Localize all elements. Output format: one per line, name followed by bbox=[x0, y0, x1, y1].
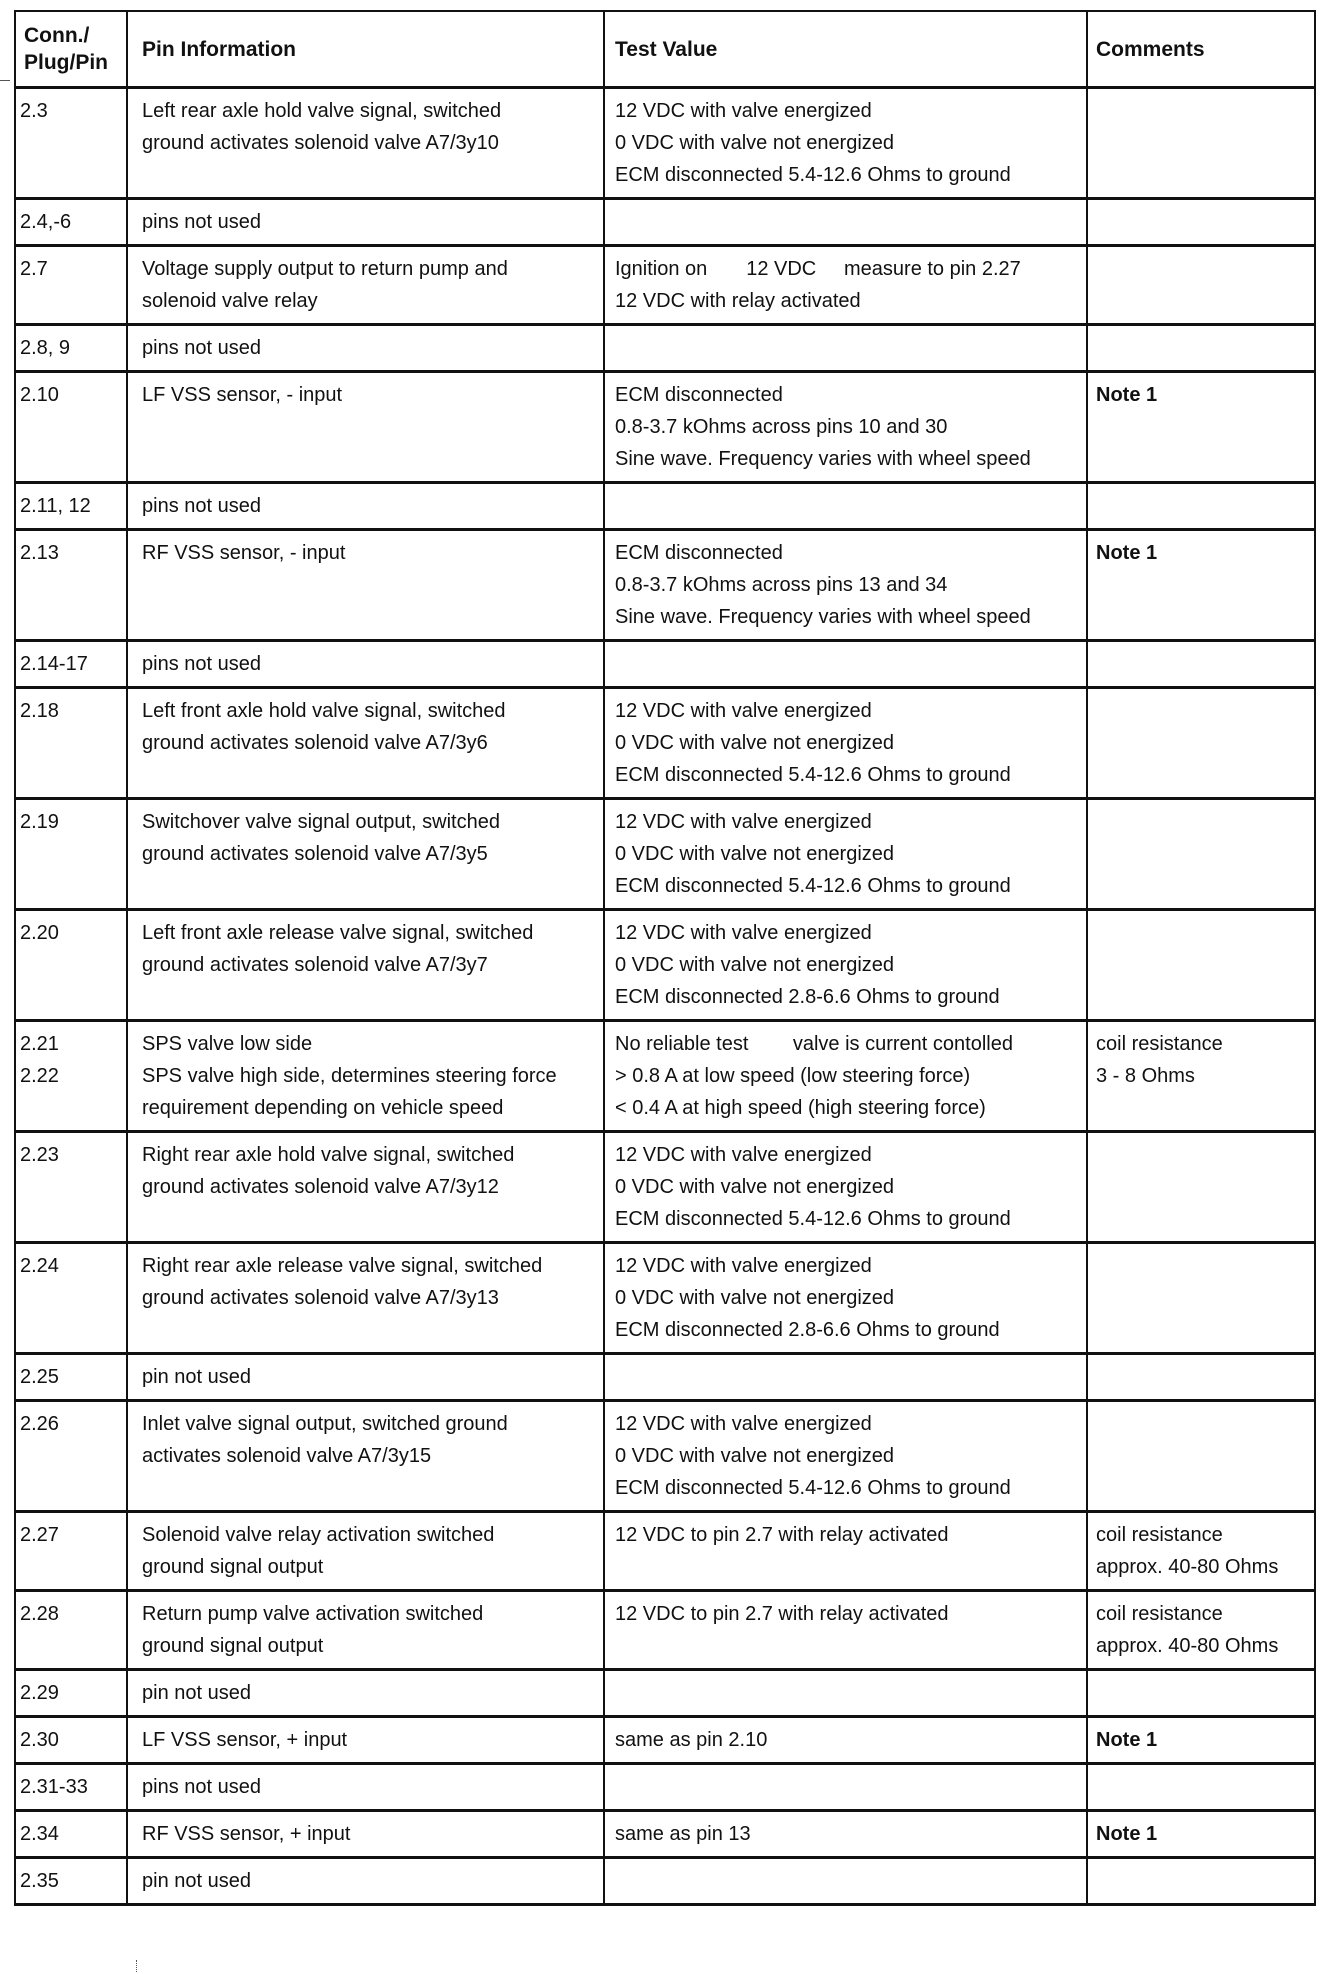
test-value-cell bbox=[604, 1132, 1087, 1243]
table-row bbox=[15, 1717, 1315, 1764]
pin-info-cell bbox=[127, 1132, 604, 1243]
pin-info-line: pins not used bbox=[142, 211, 261, 233]
pin-cell bbox=[15, 1670, 127, 1717]
table-row bbox=[15, 1811, 1315, 1858]
pin-info-cell bbox=[127, 641, 604, 688]
comments-cell bbox=[1087, 1811, 1315, 1858]
pin-cell bbox=[15, 910, 127, 1021]
pin-info-cell bbox=[127, 1717, 604, 1764]
test-value-line: 12 VDC with relay activated bbox=[615, 290, 861, 312]
test-value-line: 12 VDC to pin 2.7 with relay activated bbox=[615, 1603, 949, 1625]
test-value-line: 0 VDC with valve not energized bbox=[615, 954, 895, 976]
pin-info-cell bbox=[127, 372, 604, 483]
pin-cell bbox=[15, 530, 127, 641]
pin-info-cell bbox=[127, 199, 604, 246]
pin-cell bbox=[15, 1021, 127, 1132]
test-value-line: 0 VDC with valve not energized bbox=[615, 1287, 895, 1309]
pin-info-line: ground activates solenoid valve A7/3y7 bbox=[142, 954, 488, 976]
test-value-line: same as pin 13 bbox=[615, 1823, 751, 1845]
test-value-cell bbox=[604, 325, 1087, 372]
test-value-line: ECM disconnected 5.4-12.6 Ohms to ground bbox=[615, 1208, 1011, 1230]
pin-info-cell bbox=[127, 325, 604, 372]
pin-info-line: pin not used bbox=[142, 1366, 251, 1388]
pin-info-cell bbox=[127, 799, 604, 910]
comments-cell bbox=[1087, 1591, 1315, 1670]
pin-info-line: Switchover valve signal output, switched bbox=[142, 811, 500, 833]
pin-cell bbox=[15, 246, 127, 325]
comments-cell bbox=[1087, 530, 1315, 641]
header-comments: Comments bbox=[1087, 11, 1315, 88]
test-value-line: ECM disconnected 2.8-6.6 Ohms to ground bbox=[615, 1319, 1000, 1341]
table-row bbox=[15, 1858, 1315, 1905]
pin-info-line: solenoid valve relay bbox=[142, 290, 318, 312]
pin-info-line: Right rear axle hold valve signal, switched bbox=[142, 1144, 515, 1166]
pin-line: 2.31-33 bbox=[20, 1776, 88, 1798]
pin-info-line: RF VSS sensor, - input bbox=[142, 542, 346, 564]
table-row bbox=[15, 688, 1315, 799]
pin-info-line: ground signal output bbox=[142, 1556, 324, 1578]
pin-info-line: Return pump valve activation switched bbox=[142, 1603, 484, 1625]
pin-cell bbox=[15, 799, 127, 910]
comments-line: approx. 40-80 Ohms bbox=[1096, 1635, 1279, 1657]
header-conn-plug-pin bbox=[15, 11, 127, 88]
test-value-line: Sine wave. Frequency varies with wheel speed bbox=[615, 448, 1031, 470]
header-conn-line-2: Plug/Pin bbox=[24, 51, 108, 74]
test-value-cell bbox=[604, 1811, 1087, 1858]
pin-cell bbox=[15, 1811, 127, 1858]
pin-cell bbox=[15, 372, 127, 483]
pin-line: 2.25 bbox=[20, 1366, 59, 1388]
pin-info-cell bbox=[127, 1354, 604, 1401]
pin-cell bbox=[15, 641, 127, 688]
pin-info-line: pin not used bbox=[142, 1682, 251, 1704]
table-row bbox=[15, 1512, 1315, 1591]
comments-cell bbox=[1087, 372, 1315, 483]
pin-line: 2.20 bbox=[20, 922, 59, 944]
test-value-line: ECM disconnected 5.4-12.6 Ohms to ground bbox=[615, 764, 1011, 786]
pin-cell bbox=[15, 1354, 127, 1401]
test-value-cell bbox=[604, 910, 1087, 1021]
pin-info-line: SPS valve high side, determines steering force bbox=[142, 1065, 557, 1087]
test-value-cell bbox=[604, 688, 1087, 799]
comments-line: 3 - 8 Ohms bbox=[1096, 1065, 1195, 1087]
table-row bbox=[15, 1670, 1315, 1717]
pin-line: 2.7 bbox=[20, 258, 48, 280]
test-value-line: 0 VDC with valve not energized bbox=[615, 1445, 895, 1467]
pin-info-cell bbox=[127, 910, 604, 1021]
comments-cell bbox=[1087, 1512, 1315, 1591]
table-body bbox=[15, 88, 1315, 1905]
pin-info-cell bbox=[127, 246, 604, 325]
scan-mark bbox=[136, 1960, 138, 1972]
table-row bbox=[15, 372, 1315, 483]
comments-cell bbox=[1087, 1021, 1315, 1132]
test-value-line: Ignition on 12 VDC measure to pin 2.27 bbox=[615, 258, 1021, 280]
scan-mark bbox=[0, 80, 10, 81]
pin-info-cell bbox=[127, 1670, 604, 1717]
pin-info-cell bbox=[127, 530, 604, 641]
pin-info-line: Inlet valve signal output, switched ground bbox=[142, 1413, 508, 1435]
pin-info-line: pins not used bbox=[142, 495, 261, 517]
test-value-cell bbox=[604, 246, 1087, 325]
test-value-line: > 0.8 A at low speed (low steering force) bbox=[615, 1065, 971, 1087]
pin-info-line: LF VSS sensor, + input bbox=[142, 1729, 348, 1751]
pin-line: 2.14-17 bbox=[20, 653, 88, 675]
comments-cell bbox=[1087, 246, 1315, 325]
table-row bbox=[15, 1591, 1315, 1670]
pin-table-sheet bbox=[14, 10, 1316, 1906]
table-row bbox=[15, 199, 1315, 246]
comments-line: Note 1 bbox=[1096, 1823, 1158, 1845]
test-value-line: 12 VDC to pin 2.7 with relay activated bbox=[615, 1524, 949, 1546]
pin-info-cell bbox=[127, 1811, 604, 1858]
test-value-line: 0 VDC with valve not energized bbox=[615, 132, 895, 154]
pin-info-line: pins not used bbox=[142, 1776, 261, 1798]
test-value-line: 12 VDC with valve energized bbox=[615, 1144, 872, 1166]
comments-cell bbox=[1087, 799, 1315, 910]
table-row bbox=[15, 799, 1315, 910]
pin-cell bbox=[15, 1512, 127, 1591]
test-value-line: 0.8-3.7 kOhms across pins 13 and 34 bbox=[615, 574, 948, 596]
comments-line: Note 1 bbox=[1096, 542, 1158, 564]
pin-info-line: Voltage supply output to return pump and bbox=[142, 258, 508, 280]
test-value-cell bbox=[604, 1764, 1087, 1811]
test-value-line: same as pin 2.10 bbox=[615, 1729, 768, 1751]
pin-info-cell bbox=[127, 1243, 604, 1354]
pin-info-cell bbox=[127, 1021, 604, 1132]
pin-cell bbox=[15, 1717, 127, 1764]
comments-cell bbox=[1087, 1670, 1315, 1717]
table-row bbox=[15, 483, 1315, 530]
comments-cell bbox=[1087, 483, 1315, 530]
pin-info-line: requirement depending on vehicle speed bbox=[142, 1097, 504, 1119]
test-value-line: ECM disconnected 5.4-12.6 Ohms to ground bbox=[615, 164, 1011, 186]
test-value-cell bbox=[604, 1591, 1087, 1670]
pin-info-line: ground activates solenoid valve A7/3y13 bbox=[142, 1287, 499, 1309]
table-row bbox=[15, 1243, 1315, 1354]
table-row bbox=[15, 325, 1315, 372]
test-value-line: 12 VDC with valve energized bbox=[615, 922, 872, 944]
pin-cell bbox=[15, 1591, 127, 1670]
pin-table bbox=[14, 10, 1316, 1906]
test-value-line: 12 VDC with valve energized bbox=[615, 811, 872, 833]
table-row bbox=[15, 1354, 1315, 1401]
test-value-line: ECM disconnected bbox=[615, 384, 783, 406]
comments-cell bbox=[1087, 1401, 1315, 1512]
test-value-line: 12 VDC with valve energized bbox=[615, 700, 872, 722]
test-value-line: ECM disconnected 2.8-6.6 Ohms to ground bbox=[615, 986, 1000, 1008]
pin-line: 2.19 bbox=[20, 811, 59, 833]
table-row bbox=[15, 1401, 1315, 1512]
test-value-cell bbox=[604, 1670, 1087, 1717]
pin-info-line: Left front axle hold valve signal, switched bbox=[142, 700, 506, 722]
test-value-line: 12 VDC with valve energized bbox=[615, 1255, 872, 1277]
pin-info-line: activates solenoid valve A7/3y15 bbox=[142, 1445, 432, 1467]
pin-info-cell bbox=[127, 1512, 604, 1591]
comments-cell bbox=[1087, 688, 1315, 799]
comments-line: approx. 40-80 Ohms bbox=[1096, 1556, 1279, 1578]
test-value-cell bbox=[604, 1401, 1087, 1512]
comments-cell bbox=[1087, 1717, 1315, 1764]
pin-info-line: ground activates solenoid valve A7/3y6 bbox=[142, 732, 488, 754]
test-value-cell bbox=[604, 88, 1087, 199]
pin-cell bbox=[15, 1401, 127, 1512]
pin-info-line: pins not used bbox=[142, 337, 261, 359]
comments-line: coil resistance bbox=[1096, 1603, 1223, 1625]
test-value-cell bbox=[604, 1243, 1087, 1354]
pin-line: 2.21 bbox=[20, 1033, 59, 1055]
test-value-line: 12 VDC with valve energized bbox=[615, 1413, 872, 1435]
header-conn-line-1: Conn./ bbox=[24, 24, 90, 47]
pin-info-line: ground activates solenoid valve A7/3y5 bbox=[142, 843, 488, 865]
comments-line: Note 1 bbox=[1096, 1729, 1158, 1751]
pin-cell bbox=[15, 1858, 127, 1905]
test-value-cell bbox=[604, 199, 1087, 246]
pin-info-cell bbox=[127, 1764, 604, 1811]
table-header-row bbox=[15, 11, 1315, 88]
table-row bbox=[15, 1764, 1315, 1811]
pin-line: 2.26 bbox=[20, 1413, 59, 1435]
pin-cell bbox=[15, 325, 127, 372]
pin-cell bbox=[15, 88, 127, 199]
test-value-cell bbox=[604, 1512, 1087, 1591]
pin-line: 2.18 bbox=[20, 700, 59, 722]
pin-info-line: ground signal output bbox=[142, 1635, 324, 1657]
table-row bbox=[15, 1021, 1315, 1132]
table-row bbox=[15, 1132, 1315, 1243]
pin-line: 2.10 bbox=[20, 384, 59, 406]
comments-cell bbox=[1087, 1354, 1315, 1401]
test-value-cell bbox=[604, 641, 1087, 688]
pin-info-cell bbox=[127, 688, 604, 799]
pin-line: 2.30 bbox=[20, 1729, 59, 1751]
table-row bbox=[15, 88, 1315, 199]
pin-cell bbox=[15, 1132, 127, 1243]
pin-info-line: Left front axle release valve signal, switched bbox=[142, 922, 534, 944]
pin-line: 2.29 bbox=[20, 1682, 59, 1704]
comments-line: coil resistance bbox=[1096, 1033, 1223, 1055]
comments-line: coil resistance bbox=[1096, 1524, 1223, 1546]
comments-cell bbox=[1087, 325, 1315, 372]
pin-info-line: pins not used bbox=[142, 653, 261, 675]
pin-cell bbox=[15, 199, 127, 246]
test-value-cell bbox=[604, 1717, 1087, 1764]
test-value-cell bbox=[604, 1858, 1087, 1905]
pin-info-cell bbox=[127, 1591, 604, 1670]
table-row bbox=[15, 641, 1315, 688]
pin-info-cell bbox=[127, 1858, 604, 1905]
test-value-cell bbox=[604, 372, 1087, 483]
pin-info-cell bbox=[127, 483, 604, 530]
pin-cell bbox=[15, 688, 127, 799]
pin-cell bbox=[15, 483, 127, 530]
pin-info-line: Solenoid valve relay activation switched bbox=[142, 1524, 495, 1546]
comments-cell bbox=[1087, 1243, 1315, 1354]
pin-cell bbox=[15, 1243, 127, 1354]
test-value-cell bbox=[604, 1021, 1087, 1132]
pin-cell bbox=[15, 1764, 127, 1811]
comments-cell bbox=[1087, 1132, 1315, 1243]
pin-info-line: Left rear axle hold valve signal, switched bbox=[142, 100, 502, 122]
comments-cell bbox=[1087, 1764, 1315, 1811]
test-value-line: 0 VDC with valve not energized bbox=[615, 1176, 895, 1198]
pin-line: 2.13 bbox=[20, 542, 59, 564]
pin-info-cell bbox=[127, 88, 604, 199]
pin-line: 2.3 bbox=[20, 100, 48, 122]
pin-line: 2.27 bbox=[20, 1524, 59, 1546]
table-row bbox=[15, 530, 1315, 641]
test-value-line: Sine wave. Frequency varies with wheel speed bbox=[615, 606, 1031, 628]
test-value-line: 0.8-3.7 kOhms across pins 10 and 30 bbox=[615, 416, 948, 438]
pin-info-line: RF VSS sensor, + input bbox=[142, 1823, 351, 1845]
comments-line: Note 1 bbox=[1096, 384, 1158, 406]
comments-cell bbox=[1087, 1858, 1315, 1905]
pin-line: 2.34 bbox=[20, 1823, 59, 1845]
test-value-line: No reliable test valve is current contolled bbox=[615, 1033, 1013, 1055]
pin-line: 2.24 bbox=[20, 1255, 59, 1277]
comments-cell bbox=[1087, 641, 1315, 688]
header-pin-information: Pin Information bbox=[127, 11, 604, 88]
pin-info-cell bbox=[127, 1401, 604, 1512]
pin-line: 2.4,-6 bbox=[20, 211, 72, 233]
pin-info-line: SPS valve low side bbox=[142, 1033, 313, 1055]
pin-info-line: ground activates solenoid valve A7/3y10 bbox=[142, 132, 499, 154]
test-value-cell bbox=[604, 799, 1087, 910]
pin-line: 2.28 bbox=[20, 1603, 59, 1625]
test-value-line: < 0.4 A at high speed (high steering force) bbox=[615, 1097, 986, 1119]
test-value-line: ECM disconnected 5.4-12.6 Ohms to ground bbox=[615, 875, 1011, 897]
comments-cell bbox=[1087, 910, 1315, 1021]
test-value-line: 0 VDC with valve not energized bbox=[615, 732, 895, 754]
comments-cell bbox=[1087, 199, 1315, 246]
test-value-cell bbox=[604, 1354, 1087, 1401]
table-row bbox=[15, 246, 1315, 325]
pin-line: 2.11, 12 bbox=[20, 495, 91, 517]
test-value-line: 12 VDC with valve energized bbox=[615, 100, 872, 122]
test-value-line: ECM disconnected bbox=[615, 542, 783, 564]
pin-info-line: ground activates solenoid valve A7/3y12 bbox=[142, 1176, 499, 1198]
pin-line: 2.8, 9 bbox=[20, 337, 71, 359]
pin-info-line: LF VSS sensor, - input bbox=[142, 384, 343, 406]
comments-cell bbox=[1087, 88, 1315, 199]
pin-line: 2.23 bbox=[20, 1144, 59, 1166]
pin-line: 2.22 bbox=[20, 1065, 59, 1087]
pin-info-line: Right rear axle release valve signal, switched bbox=[142, 1255, 543, 1277]
pin-info-line: pin not used bbox=[142, 1870, 251, 1892]
header-test-value: Test Value bbox=[604, 11, 1087, 88]
test-value-cell bbox=[604, 483, 1087, 530]
pin-line: 2.35 bbox=[20, 1870, 59, 1892]
test-value-cell bbox=[604, 530, 1087, 641]
table-row bbox=[15, 910, 1315, 1021]
test-value-line: 0 VDC with valve not energized bbox=[615, 843, 895, 865]
test-value-line: ECM disconnected 5.4-12.6 Ohms to ground bbox=[615, 1477, 1011, 1499]
